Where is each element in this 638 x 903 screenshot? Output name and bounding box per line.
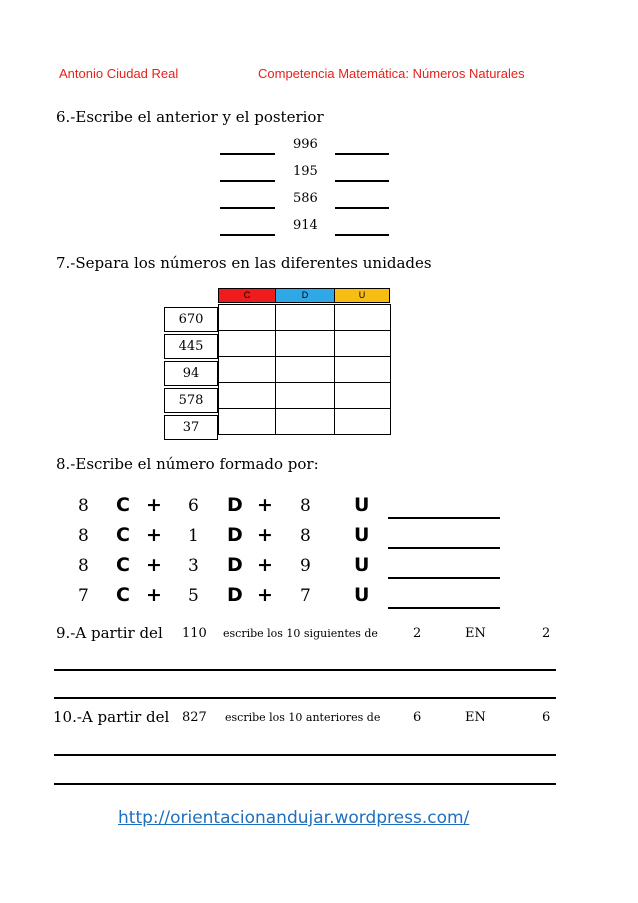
ex6-number-4: 914 — [293, 218, 318, 233]
ex8-plus-sign: + — [257, 524, 273, 546]
ex6-before-blank-2[interactable] — [220, 180, 275, 182]
ex7-row-number-1: 670 — [164, 307, 218, 332]
ex8-answer-blank[interactable] — [388, 517, 500, 519]
ex8-plus-sign: + — [257, 584, 273, 606]
ex8-c-label: C — [116, 554, 130, 576]
cell-u[interactable] — [335, 383, 391, 409]
ex9-instruction: escribe los 10 siguientes de — [223, 627, 378, 640]
ex7-title: 7.-Separa los números en las diferentes unidades — [56, 254, 432, 272]
cell-d[interactable] — [276, 383, 335, 409]
ex6-title: 6.-Escribe el anterior y el posterior — [56, 108, 324, 126]
header-subject: Competencia Matemática: Números Naturales — [258, 66, 525, 81]
ex8-plus-sign: + — [146, 494, 162, 516]
ex8-d-label: D — [227, 554, 243, 576]
ex7-row-number-4: 578 — [164, 388, 218, 413]
ex8-answer-blank[interactable] — [388, 607, 500, 609]
ex6-number-3: 586 — [293, 191, 318, 206]
ex8-answer-blank[interactable] — [388, 547, 500, 549]
ex8-hundreds-value: 7 — [78, 586, 89, 606]
ex9-step-repeat: 2 — [542, 626, 551, 641]
ex10-start-number: 827 — [182, 710, 207, 725]
cell-c[interactable] — [219, 357, 276, 383]
table-row — [219, 305, 391, 331]
cell-u[interactable] — [335, 357, 391, 383]
ex6-before-blank-3[interactable] — [220, 207, 275, 209]
cell-c[interactable] — [219, 305, 276, 331]
ex9-en: EN — [465, 626, 486, 641]
ex10-en: EN — [465, 710, 486, 725]
ex8-plus-sign: + — [257, 554, 273, 576]
ex6-after-blank-4[interactable] — [335, 234, 389, 236]
cell-d[interactable] — [276, 331, 335, 357]
ex8-tens-value: 5 — [188, 586, 199, 606]
ex8-title: 8.-Escribe el número formado por: — [56, 455, 319, 473]
table-row — [219, 383, 391, 409]
table-row — [219, 409, 391, 435]
ex8-tens-value: 3 — [188, 556, 199, 576]
ex7-row-number-5: 37 — [164, 415, 218, 440]
ex9-start-number: 110 — [182, 626, 207, 641]
table-row — [219, 331, 391, 357]
ex9-prefix: 9.-A partir del — [56, 624, 163, 642]
ex8-u-label: U — [354, 494, 370, 516]
ex8-c-label: C — [116, 524, 130, 546]
ex6-number-2: 195 — [293, 164, 318, 179]
units-table — [218, 304, 391, 435]
ex8-u-label: U — [354, 524, 370, 546]
ex8-u-label: U — [354, 554, 370, 576]
column-header-d: D — [275, 288, 335, 303]
ex7-row-number-3: 94 — [164, 361, 218, 386]
ex8-hundreds-value: 8 — [78, 496, 89, 516]
cell-u[interactable] — [335, 409, 391, 435]
ex8-d-label: D — [227, 584, 243, 606]
ex6-after-blank-3[interactable] — [335, 207, 389, 209]
ex6-before-blank-1[interactable] — [220, 153, 275, 155]
ex8-tens-value: 1 — [188, 526, 199, 546]
ex6-number-1: 996 — [293, 137, 318, 152]
cell-c[interactable] — [219, 383, 276, 409]
ex6-before-blank-4[interactable] — [220, 234, 275, 236]
ex8-units-value: 8 — [300, 526, 311, 546]
header-author: Antonio Ciudad Real — [59, 66, 179, 81]
ex8-c-label: C — [116, 494, 130, 516]
ex10-instruction: escribe los 10 anteriores de — [225, 711, 381, 724]
ex8-d-label: D — [227, 524, 243, 546]
cell-d[interactable] — [276, 409, 335, 435]
cell-c[interactable] — [219, 409, 276, 435]
ex10-step: 6 — [413, 710, 422, 725]
ex8-hundreds-value: 8 — [78, 556, 89, 576]
ex8-hundreds-value: 8 — [78, 526, 89, 546]
table-row — [219, 357, 391, 383]
ex6-after-blank-1[interactable] — [335, 153, 389, 155]
ex8-plus-sign: + — [146, 524, 162, 546]
footer-link[interactable]: http://orientacionandujar.wordpress.com/ — [118, 808, 470, 828]
cell-d[interactable] — [276, 357, 335, 383]
ex8-units-value: 7 — [300, 586, 311, 606]
ex10-step-repeat: 6 — [542, 710, 551, 725]
cell-d[interactable] — [276, 305, 335, 331]
ex9-answer-line-2[interactable] — [54, 697, 556, 699]
cell-u[interactable] — [335, 305, 391, 331]
ex8-units-value: 9 — [300, 556, 311, 576]
ex8-d-label: D — [227, 494, 243, 516]
ex8-c-label: C — [116, 584, 130, 606]
ex8-tens-value: 6 — [188, 496, 199, 516]
ex9-answer-line-1[interactable] — [54, 669, 556, 671]
cell-u[interactable] — [335, 331, 391, 357]
ex8-answer-blank[interactable] — [388, 577, 500, 579]
ex9-step: 2 — [413, 626, 422, 641]
column-header-c: C — [218, 288, 276, 303]
ex6-after-blank-2[interactable] — [335, 180, 389, 182]
ex7-row-number-2: 445 — [164, 334, 218, 359]
ex10-answer-line-2[interactable] — [54, 783, 556, 785]
ex8-plus-sign: + — [146, 584, 162, 606]
ex8-plus-sign: + — [257, 494, 273, 516]
cell-c[interactable] — [219, 331, 276, 357]
ex10-prefix: 10.-A partir del — [53, 708, 170, 726]
ex8-units-value: 8 — [300, 496, 311, 516]
ex10-answer-line-1[interactable] — [54, 754, 556, 756]
ex8-u-label: U — [354, 584, 370, 606]
column-header-u: U — [334, 288, 390, 303]
ex8-plus-sign: + — [146, 554, 162, 576]
